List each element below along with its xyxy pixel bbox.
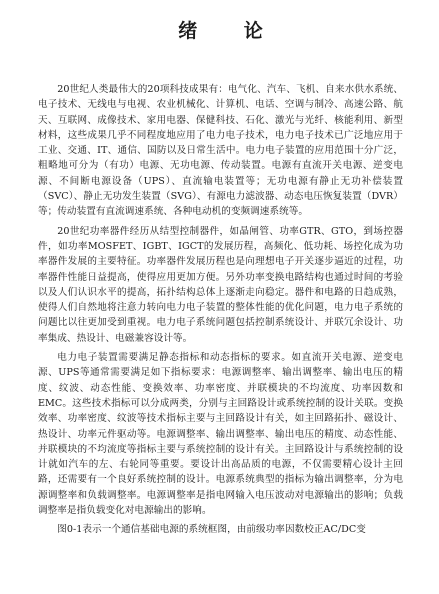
paragraph-3: 电力电子装置需要满足静态指标和动态指标的要求。如直流开关电源、逆变电源、UPS等通常需要满足如下指标要求：电源调整率、输出调整率、输出电压的精度、纹波、动态性能、变换效率、功率密度、并联模块的不均流度、功率因数和EMC。这些技术指标可以分成两类，分别与主回路设计或系统控制的设计关联。变换效率、功率密度、纹波等技术指标主要与主回路设计有关，如主回路拓扑、磁设计、热设计、功率元件驱动等。电源调整率、输出调整率、输出电压的精度、动态性能、并联模块的不均流度等指标主要与系统控制的设计有关。主回路设计与系统控制的设计就如汽车的左、右轮同等重要。要设计出高品质的电源，不仅需要精心设计主回路，还需要有一个良好系统控制的设计。电源系统典型的指标为输出调整率，分为电源调整率和负载调整率。电源调整率是指电网输入电压波动对电源输出的影响；负载调整率是指负载变化对电源输出的影响。 bbox=[38, 352, 403, 517]
paragraph-2: 20世纪功率器件经历从结型控制器件，如晶闸管、功率GTR、GTO，到场控器件，如功率MOSFET、IGBT、IGCT的发展历程，高频化、低功耗、场控化成为功率器件发展的主要特征。功率器件发展历程也是向理想电子开关逐步逼近的过程，功率器件性能日益提高，使得应用更加方便。另外功率变换电路结构也通过时间的考验以及人们认识水平的提高，拓扑结构总体上逐渐走向稳定。器件和电路的日趋成熟，使得人们自然地将注意力转向电力电子装置的整体性能的优化问题，电力电子系统的问题比以往更加受到重视。电力电子系统问题包括控制系统设计、并联冗余设计、功率集成、热设计、电磁兼容设计等。 bbox=[38, 225, 403, 344]
page-body bbox=[38, 82, 403, 538]
paragraph-1: 20世纪人类最伟大的20项科技成果有：电气化、汽车、飞机、自来水供水系统、电子技术、无线电与电视、农业机械化、计算机、电话、空调与制冷、高速公路、航天、互联网、成像技术、家用电器、保健科技、石化、激光与光纤、核能利用、新型材料，这些成果几乎不同程度地应用了电力电子技术，电力电子技术已广泛地应用于工业、交通、IT、通信、国防以及日常生活中。电力电子装置的应用范围十分广泛，粗略地可分为（有功）电源、无功电源、传动装置。电源有直流开关电源、逆变电源、不间断电源设备（UPS）、直流输电装置等；无功电源有静止无功补偿装置（SVC）、静止无功发生装置（SVG）、有源电力滤波器、动态电压恢复装置（DVR）等；传动装置有直流调速系统、各种电动机的变频调速系统等。 bbox=[38, 84, 403, 218]
chapter-title: 绪 论 bbox=[178, 20, 283, 42]
paragraph-4: 图0-1表示一个通信基础电源的系统框图，由前级功率因数校正AC/DC变 bbox=[57, 524, 366, 536]
